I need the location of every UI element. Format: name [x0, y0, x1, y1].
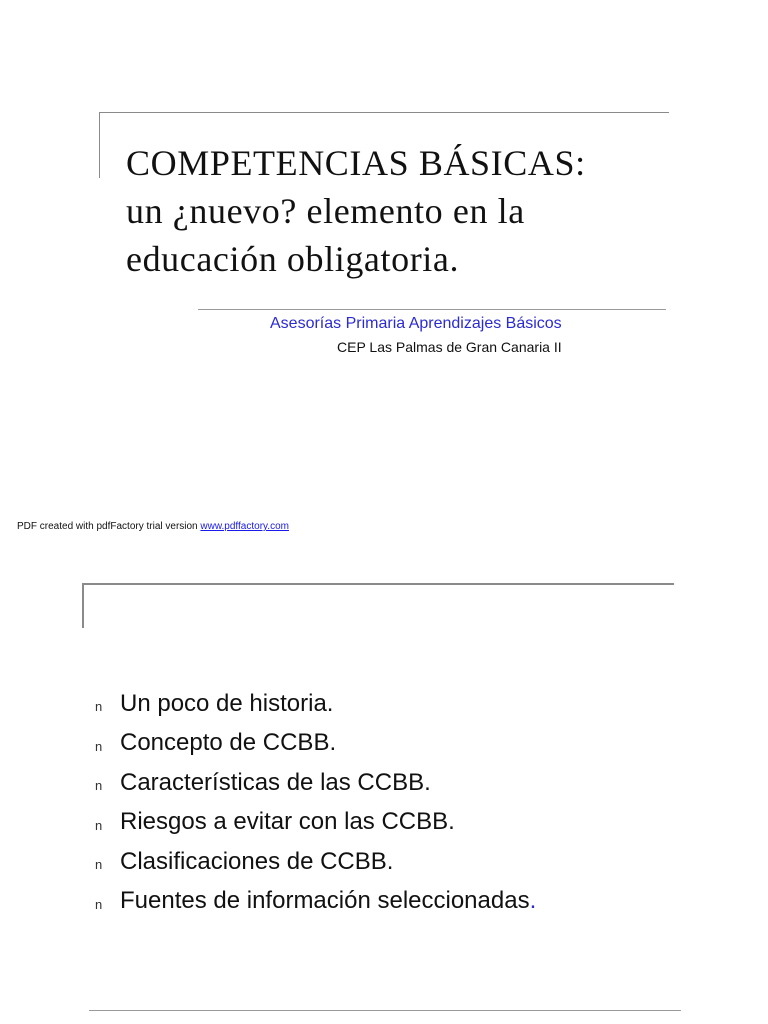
bullet-icon: n — [95, 896, 103, 912]
list-item-text — [120, 887, 536, 915]
list-item-text: Características de las CCBB. — [120, 768, 431, 796]
list-item-text: Un poco de historia. — [120, 689, 334, 717]
list-item-text-main: Fuentes de información seleccionadas — [120, 887, 530, 915]
bullet-icon: n — [95, 778, 103, 794]
title-divider — [198, 309, 666, 310]
bullet-icon: n — [95, 857, 103, 873]
contents-list — [95, 684, 536, 921]
list-item — [95, 882, 536, 922]
list-item — [95, 763, 536, 803]
frame-left-line — [82, 583, 84, 628]
bullet-icon: n — [95, 817, 103, 833]
list-item-text: Concepto de CCBB. — [120, 729, 337, 757]
title-line-2: un ¿nuevo? elemento en la — [126, 191, 525, 231]
bullet-icon: n — [95, 699, 103, 715]
subtitle-department: Asesorías Primaria Aprendizajes Básicos — [270, 315, 562, 332]
list-item — [95, 684, 536, 724]
frame-top-line — [99, 112, 669, 113]
footer-link[interactable]: www.pdffactory.com — [200, 521, 289, 532]
list-item — [95, 724, 536, 764]
subtitle-center: CEP Las Palmas de Gran Canaria II — [337, 339, 562, 355]
frame-top-line — [82, 583, 674, 585]
list-item-text: Clasificaciones de CCBB. — [120, 847, 394, 875]
frame-left-line — [99, 112, 100, 178]
slide-contents — [0, 512, 768, 1024]
list-item — [95, 803, 536, 843]
bullet-icon: n — [95, 738, 103, 754]
slide-title-heading — [126, 139, 686, 283]
footer-text: PDF created with pdfFactory trial version — [17, 521, 201, 532]
list-item — [95, 842, 536, 882]
list-item-text: Riesgos a evitar con las CCBB. — [120, 808, 455, 836]
title-line-1: COMPETENCIAS BÁSICAS: — [126, 143, 586, 183]
bottom-divider — [89, 1010, 681, 1011]
title-line-3: educación obligatoria. — [126, 239, 460, 279]
list-item-period: . — [529, 887, 537, 915]
